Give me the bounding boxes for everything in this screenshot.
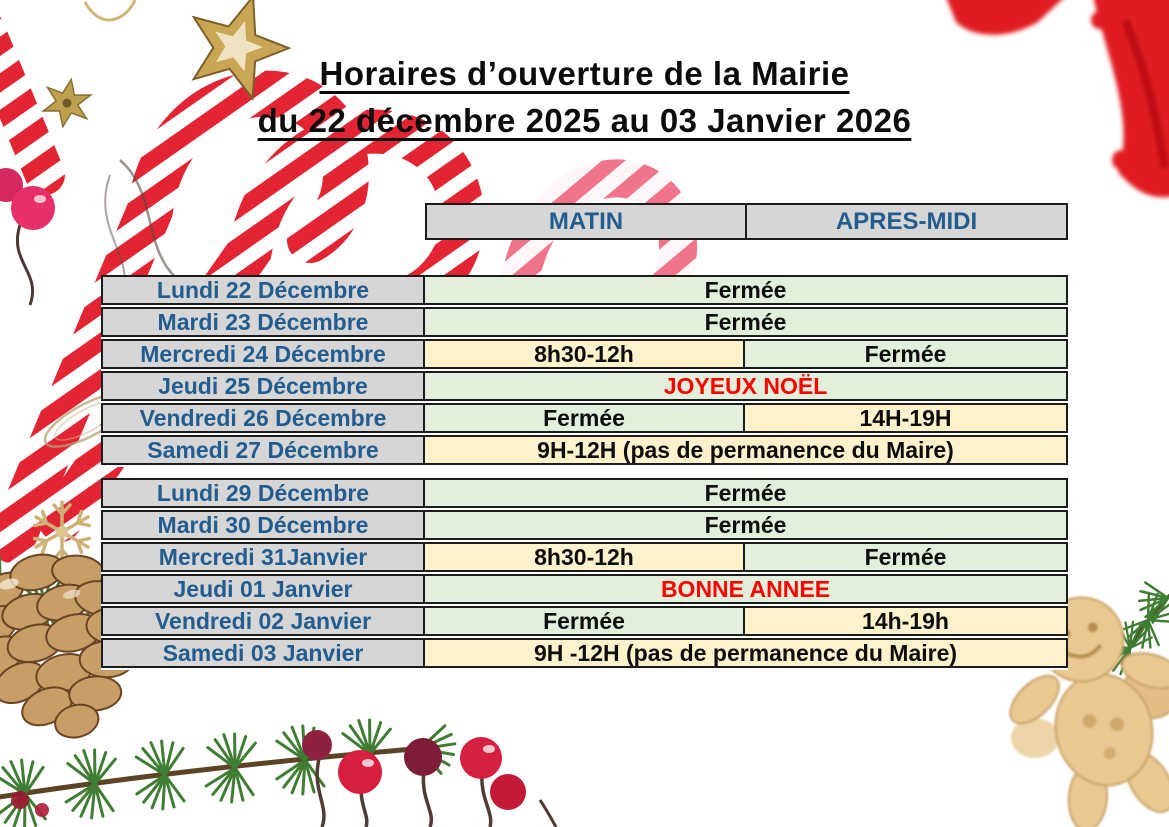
page-title bbox=[0, 50, 1169, 144]
wire-ornament-icon bbox=[85, 0, 135, 20]
afternoon-hours-cell: 14h-19h bbox=[745, 608, 1066, 634]
status-cell: Fermée bbox=[425, 512, 1066, 538]
title-line-1: Horaires d’ouverture de la Mairie bbox=[319, 55, 850, 92]
header-apres-midi: APRES-MIDI bbox=[835, 207, 978, 235]
table-row bbox=[101, 510, 1068, 540]
table-row bbox=[101, 275, 1068, 305]
status-cell: Fermée bbox=[425, 277, 1066, 303]
day-label: Mercredi 24 Décembre bbox=[103, 341, 425, 367]
table-row bbox=[101, 478, 1068, 508]
afternoon-status-cell: Fermée bbox=[745, 544, 1066, 570]
morning-hours-cell: 8h30-12h bbox=[425, 544, 745, 570]
table-row bbox=[101, 403, 1068, 433]
table-row bbox=[101, 339, 1068, 369]
day-label: Vendredi 26 Décembre bbox=[103, 405, 425, 431]
day-label: Samedi 27 Décembre bbox=[103, 437, 425, 463]
schedule-week1 bbox=[101, 275, 1068, 467]
afternoon-hours-cell: 14H-19H bbox=[745, 405, 1066, 431]
table-row bbox=[101, 307, 1068, 337]
table-row bbox=[101, 606, 1068, 636]
table-row bbox=[101, 638, 1068, 668]
header-matin: MATIN bbox=[427, 205, 747, 238]
schedule-column-header bbox=[425, 203, 1068, 240]
day-label: Jeudi 25 Décembre bbox=[103, 373, 425, 399]
title-line-2: du 22 décembre 2025 au 03 Janvier 2026 bbox=[257, 102, 912, 139]
hours-note-cell: 9H-12H (pas de permanence du Maire) bbox=[425, 437, 1066, 463]
day-label: Mercredi 31Janvier bbox=[103, 544, 425, 570]
table-row bbox=[101, 435, 1068, 465]
schedule-week2 bbox=[101, 478, 1068, 670]
snowflake-icon bbox=[32, 502, 92, 562]
status-cell: Fermée bbox=[425, 480, 1066, 506]
table-row bbox=[101, 542, 1068, 572]
berries-cluster-icon bbox=[302, 730, 556, 827]
holiday-message-cell: JOYEUX NOËL bbox=[425, 373, 1066, 399]
table-row bbox=[101, 371, 1068, 401]
morning-hours-cell: 8h30-12h bbox=[425, 341, 745, 367]
day-label: Lundi 29 Décembre bbox=[103, 480, 425, 506]
hours-note-cell: 9H -12H (pas de permanence du Maire) bbox=[425, 640, 1066, 666]
day-label: Mardi 23 Décembre bbox=[103, 309, 425, 335]
holiday-message-cell: BONNE ANNEE bbox=[425, 576, 1066, 602]
day-label: Mardi 30 Décembre bbox=[103, 512, 425, 538]
afternoon-status-cell: Fermée bbox=[745, 341, 1066, 367]
table-row bbox=[101, 574, 1068, 604]
morning-status-cell: Fermée bbox=[425, 405, 745, 431]
day-label: Jeudi 01 Janvier bbox=[103, 576, 425, 602]
day-label: Samedi 03 Janvier bbox=[103, 640, 425, 666]
morning-status-cell: Fermée bbox=[425, 608, 745, 634]
day-label: Vendredi 02 Janvier bbox=[103, 608, 425, 634]
status-cell: Fermée bbox=[425, 309, 1066, 335]
day-label: Lundi 22 Décembre bbox=[103, 277, 425, 303]
